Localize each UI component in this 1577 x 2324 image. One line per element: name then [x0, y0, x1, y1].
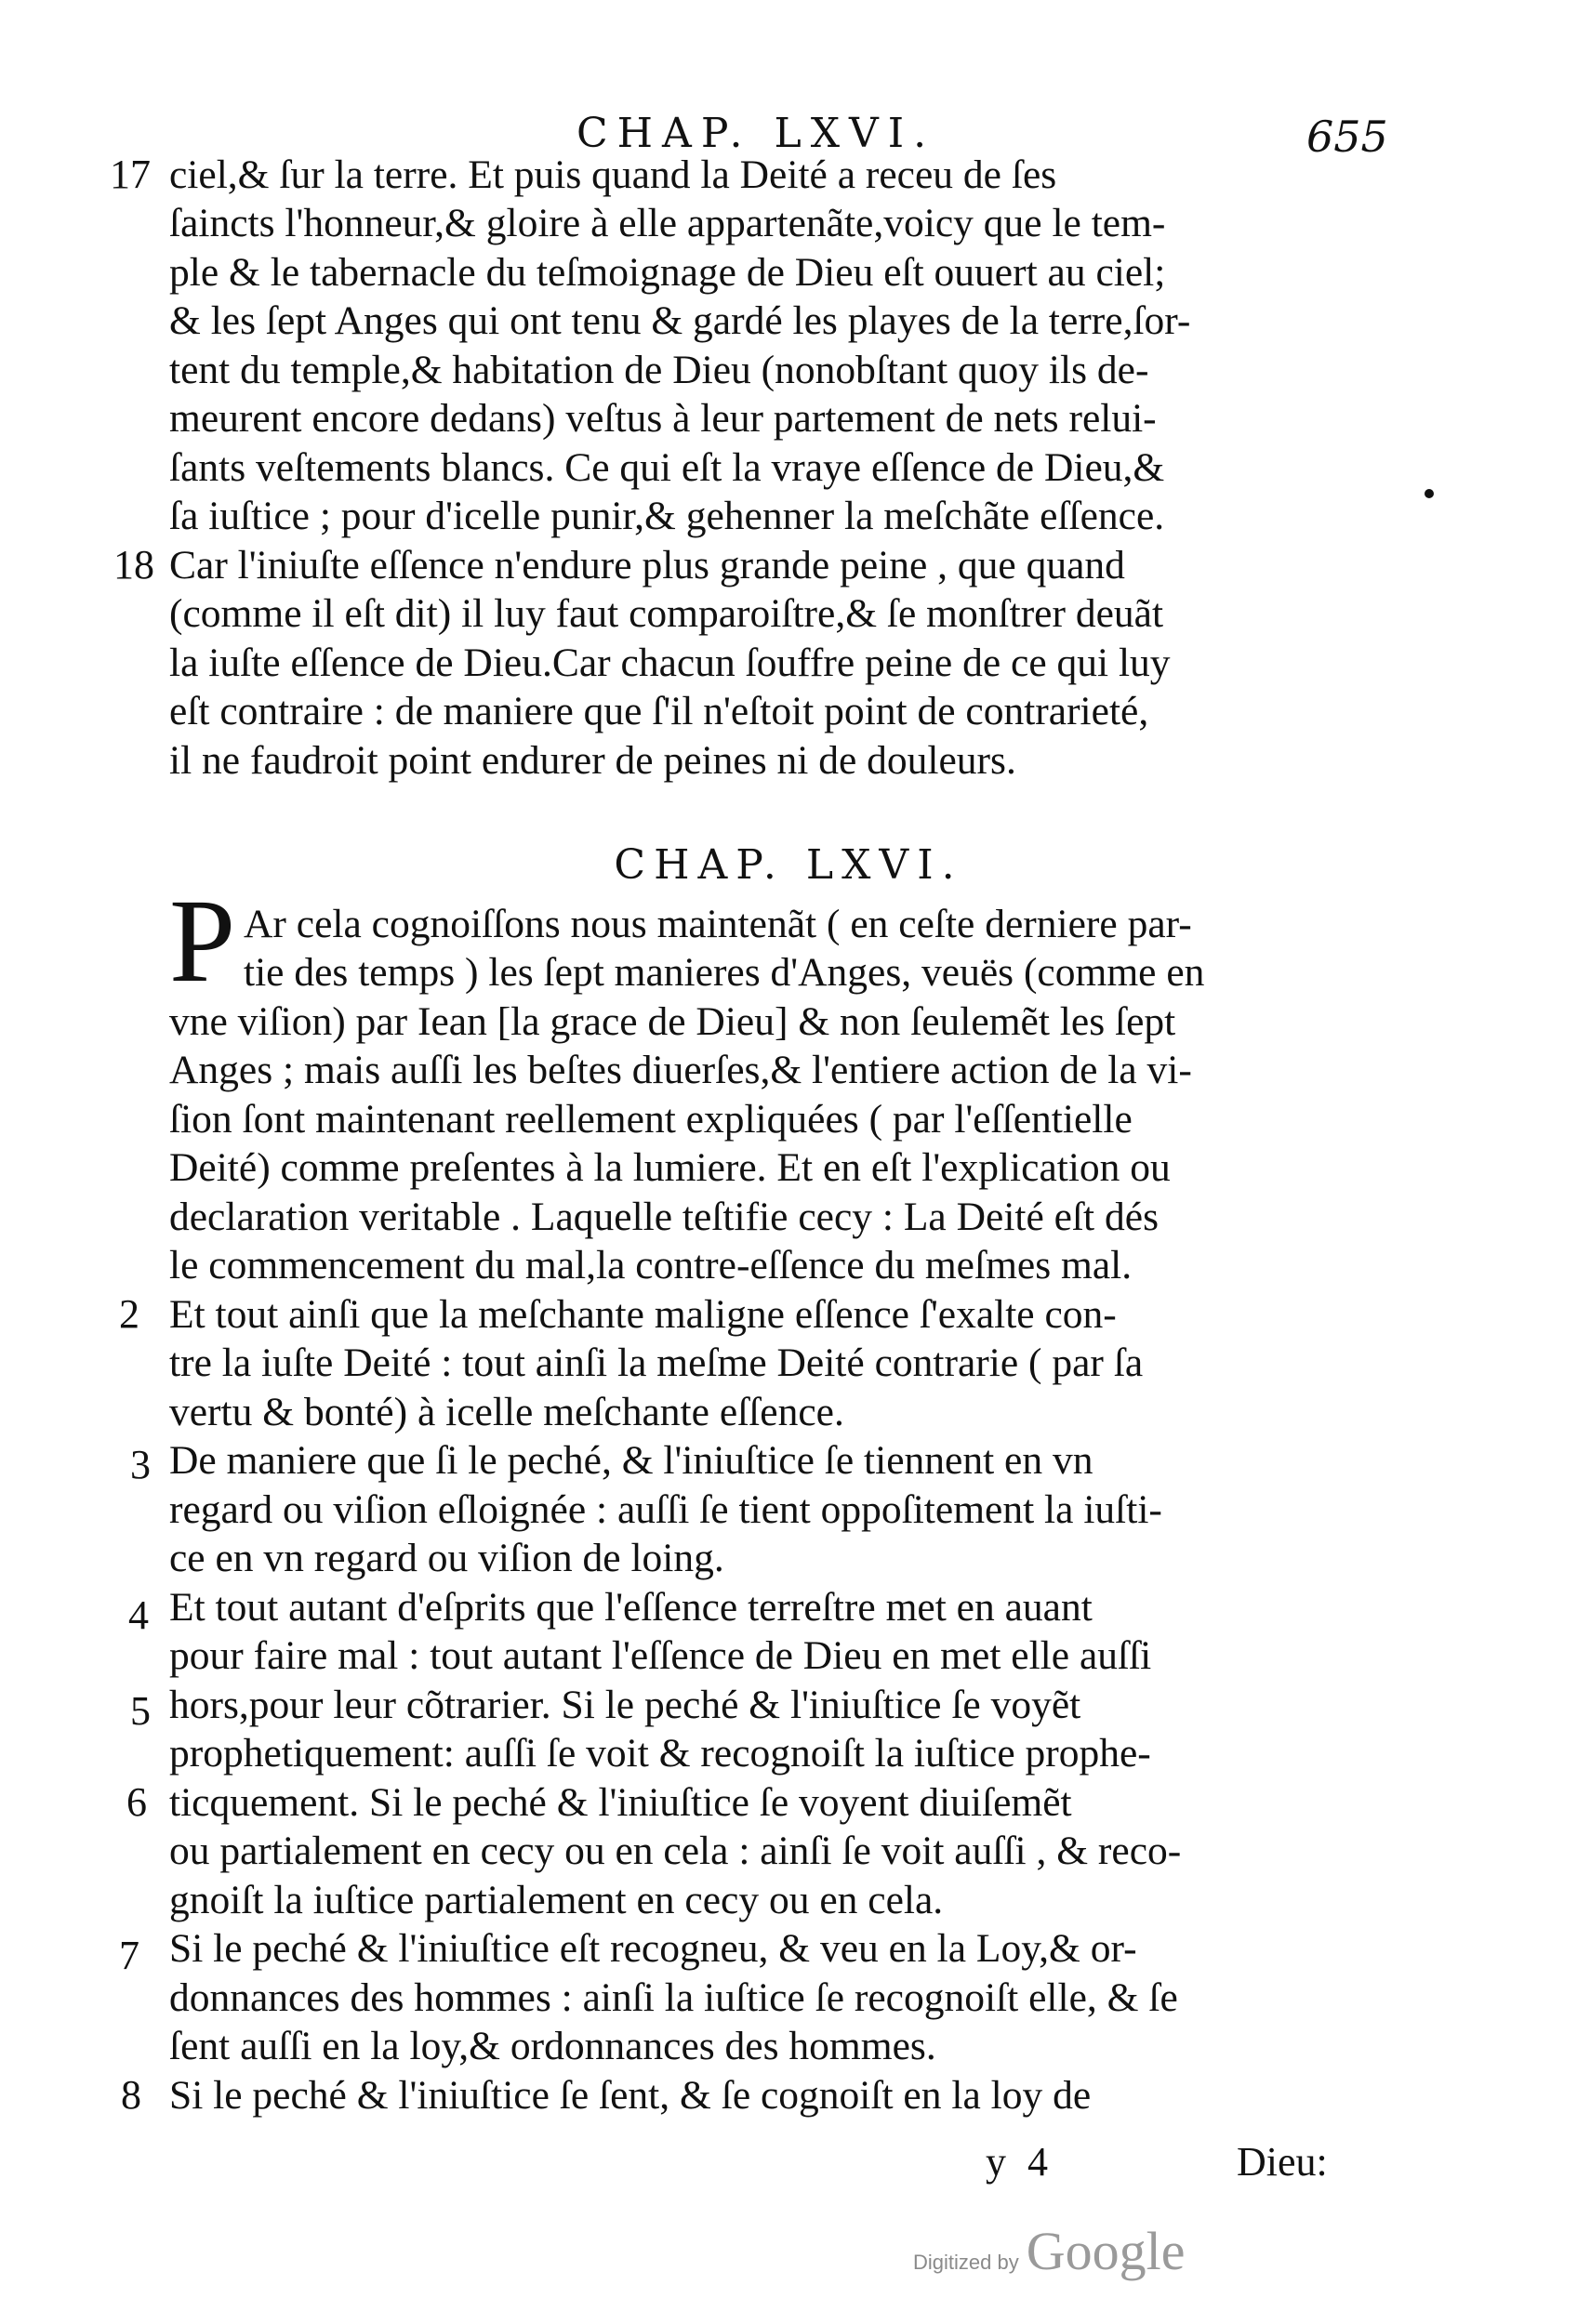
verse-number: 4	[128, 1592, 149, 1638]
text-line: Si le peché & l'iniuſtice ſe ſent, & ſe cognoiſt en la loy de	[169, 2073, 1092, 2118]
text-line: eſt contraire : de maniere que ſ'il n'eſtoit point de contrarieté,	[169, 689, 1149, 733]
running-title: CHAP. LXVI.	[576, 110, 936, 157]
text-line: la iuſte eſſence de Dieu.Car chacun ſouffre peine de ce qui luy	[169, 640, 1171, 685]
text-line: ſa iuſtice ; pour d'icelle punir,& gehenner la meſchãte eſſence.	[169, 494, 1165, 538]
signature-mark: y 4	[986, 2139, 1054, 2185]
verse-number: 2	[119, 1291, 139, 1337]
text-line: le commencement du mal,la contre-eſſence du meſmes mal.	[169, 1243, 1133, 1287]
verse-number: 7	[119, 1933, 139, 1978]
digitized-label: Digitized by	[913, 2251, 1019, 2274]
text-line: meurent encore dedans) veſtus à leur partement de nets relui-	[169, 396, 1157, 441]
text-line: ce en vn regard ou viſion de loing.	[169, 1536, 724, 1580]
text-line: Anges ; mais auſſi les beſtes diuerſes,& l'entiere action de la vi-	[169, 1048, 1192, 1092]
text-line: tre la iuſte Deité : tout ainſi la meſme Deité contrarie ( par ſa	[169, 1340, 1144, 1385]
digitized-watermark	[913, 2220, 1185, 2282]
page-number: 655	[1306, 112, 1388, 162]
verse-number: 8	[121, 2072, 141, 2118]
text-line: & les ſept Anges qui ont tenu & gardé les playes de la terre,ſor-	[169, 298, 1191, 343]
text-line: declaration veritable . Laquelle teſtifie cecy : La Deité eſt dés	[169, 1195, 1160, 1239]
drop-cap: P	[169, 875, 236, 1007]
text-line: donnances des hommes : ainſi la iuſtice ſe recognoiſt elle, & ſe	[169, 1975, 1178, 2020]
verse-number: 5	[130, 1688, 151, 1734]
verse-number: 18	[113, 542, 154, 588]
text-line: ſion ſont maintenant reellement expliquées ( par l'eſſentielle	[169, 1097, 1133, 1142]
text-line: Deité) comme preſentes à la lumiere. Et en eſt l'explication ou	[169, 1145, 1171, 1190]
text-line: (comme il eſt dit) il luy faut comparoiſtre,& ſe monſtrer deuãt	[169, 591, 1164, 636]
text-line: pour faire mal : tout autant l'eſſence de Dieu en met elle auſſi	[169, 1633, 1152, 1678]
verse-number: 17	[110, 152, 151, 197]
text-line: ſent auſſi en la loy,& ordonnances des hommes.	[169, 2024, 936, 2068]
ink-speck	[1425, 489, 1434, 498]
text-line: Et tout ainſi que la meſchante maligne eſſence ſ'exalte con-	[169, 1292, 1117, 1337]
verse-number: 6	[126, 1779, 147, 1825]
text-line: gnoiſt la iuſtice partialement en cecy ou en cela.	[169, 1878, 944, 1922]
verse-number: 3	[130, 1442, 151, 1487]
text-line: regard ou viſion eſloignée : auſſi ſe tient oppoſitement la iuſti-	[169, 1487, 1162, 1532]
text-line: ple & le tabernacle du teſmoignage de Dieu eſt ouuert au ciel;	[169, 250, 1166, 295]
catchword: Dieu:	[1237, 2139, 1328, 2185]
chapter-title: CHAP. LXVI.	[614, 841, 963, 889]
text-line: ou partialement en cecy ou en cela : ainſi ſe voit auſſi , & reco-	[169, 1829, 1182, 1873]
text-line: prophetiquement: auſſi ſe voit & recognoiſt la iuſtice prophe-	[169, 1731, 1151, 1776]
text-line: ſants veſtements blancs. Ce qui eſt la vraye eſſence de Dieu,&	[169, 445, 1165, 490]
text-line: ſaincts l'honneur,& gloire à elle appartenãte,voicy que le tem-	[169, 201, 1166, 245]
text-line: De maniere que ſi le peché, & l'iniuſtice ſe tiennent en vn	[169, 1438, 1093, 1483]
text-line: vne viſion) par Iean [la grace de Dieu] & non ſeulemẽt les ſept	[169, 999, 1176, 1044]
text-line: il ne faudroit point endurer de peines ni de douleurs.	[169, 738, 1016, 783]
text-line: ticquement. Si le peché & l'iniuſtice ſe voyent diuiſemẽt	[169, 1780, 1072, 1825]
text-line: Car l'iniuſte eſſence n'endure plus grande peine , que quand	[169, 543, 1125, 588]
text-line: hors,pour leur cõtrarier. Si le peché & l'iniuſtice ſe voyẽt	[169, 1683, 1081, 1727]
text-line: Ar cela cognoiſſons nous maintenãt ( en ceſte derniere par-	[244, 902, 1192, 946]
text-line: ciel,& ſur la terre. Et puis quand la Deité a receu de ſes	[169, 152, 1057, 197]
text-line: tie des temps ) les ſept manieres d'Anges, veuës (comme en	[244, 950, 1205, 995]
text-line: tent du temple,& habitation de Dieu (nonobſtant quoy ils de-	[169, 348, 1149, 392]
text-line: Si le peché & l'iniuſtice eſt recogneu, & veu en la Loy,& or-	[169, 1926, 1137, 1971]
text-line: vertu & bonté) à icelle meſchante eſſence.	[169, 1390, 844, 1434]
google-logo: Google	[1026, 2221, 1186, 2281]
text-line: Et tout autant d'eſprits que l'eſſence terreſtre met en auant	[169, 1585, 1093, 1630]
